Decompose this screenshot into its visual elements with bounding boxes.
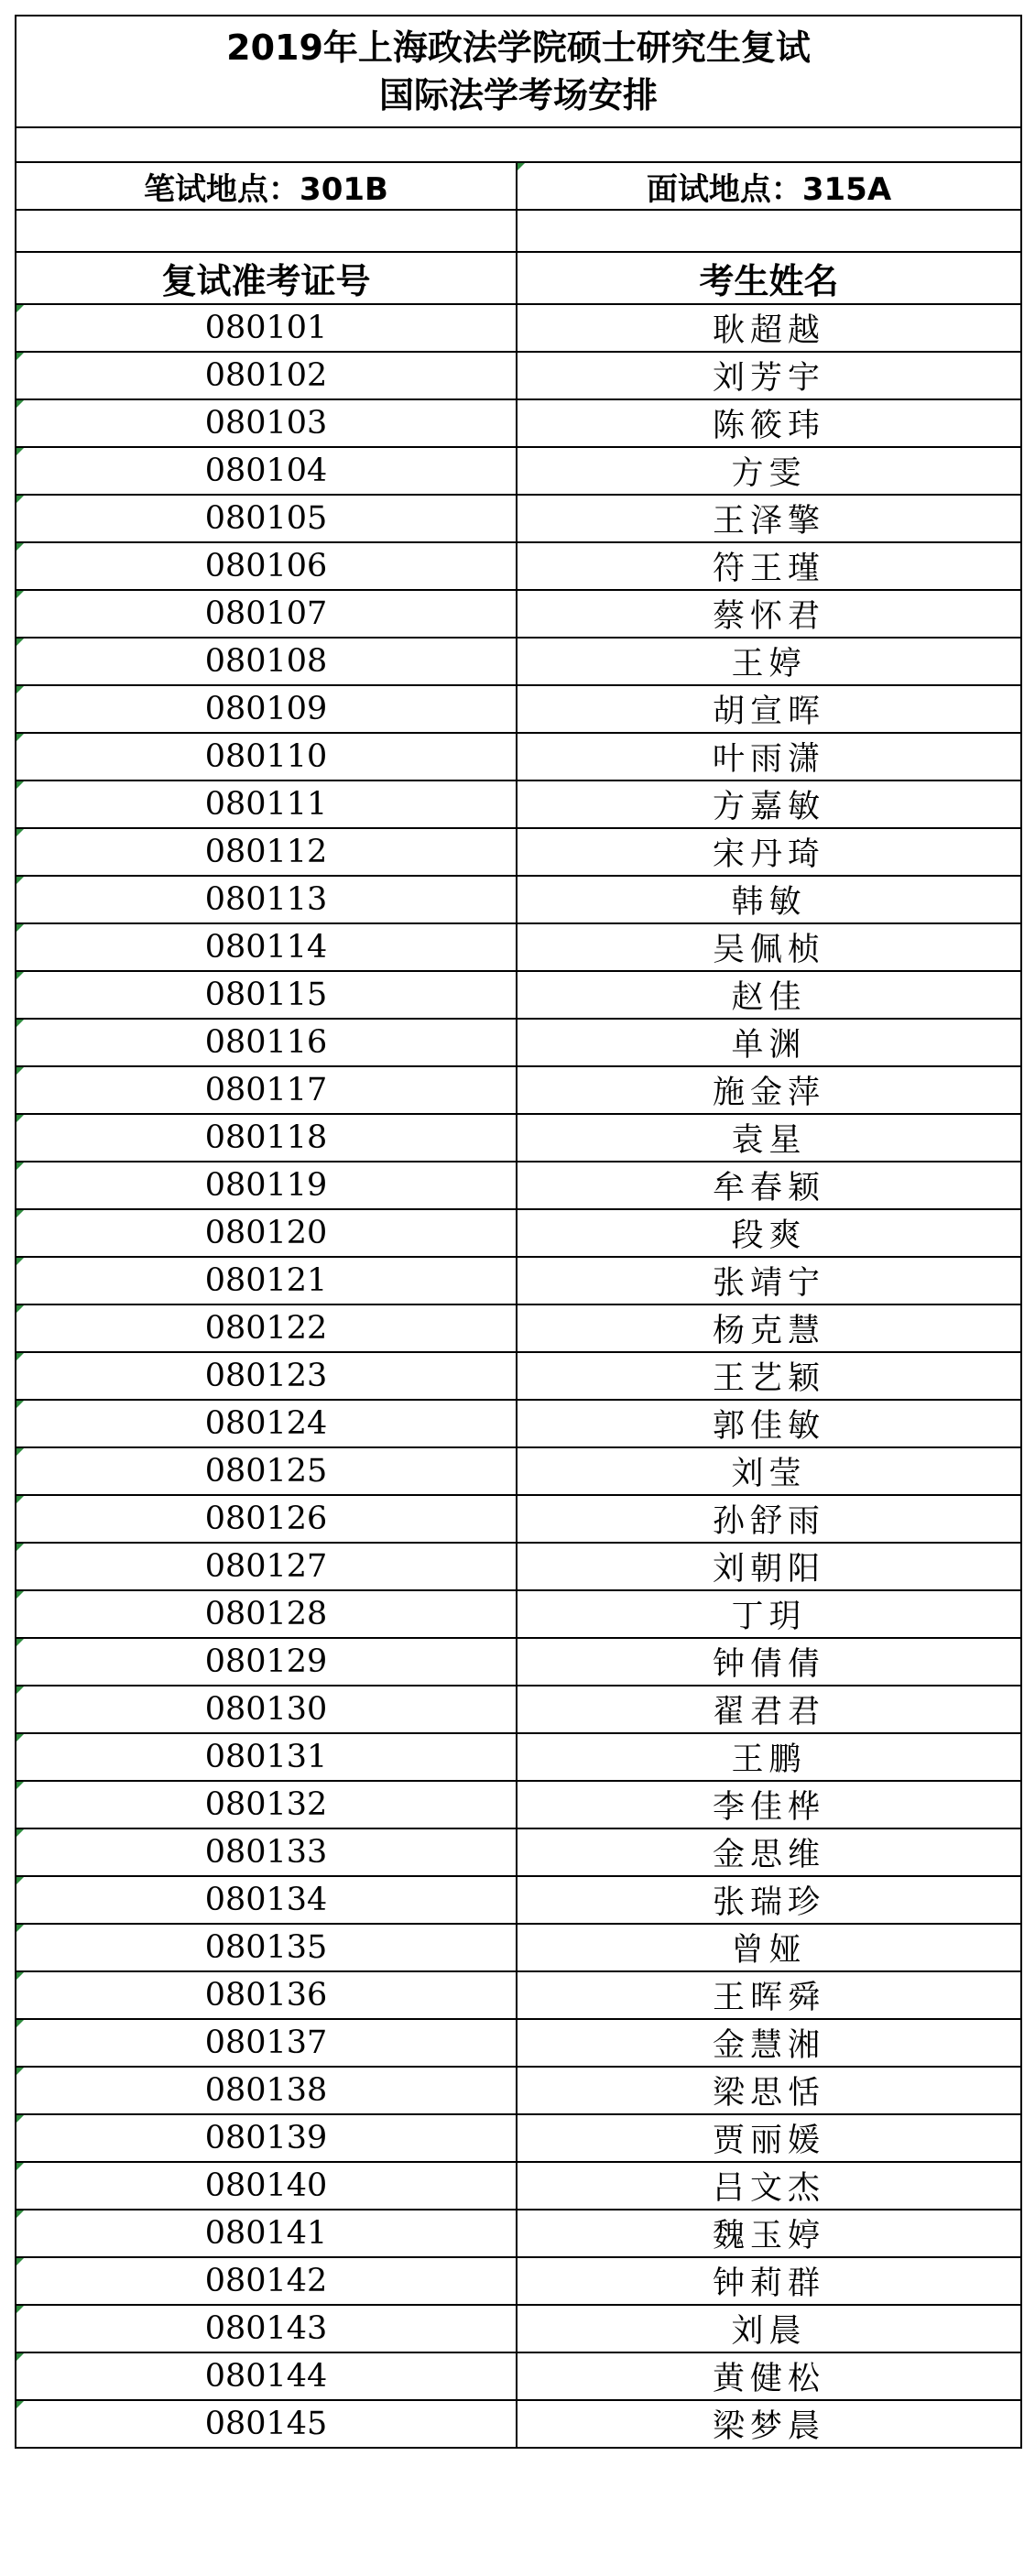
table-row — [16, 1495, 1021, 1543]
candidate-name: 王晖舜 — [713, 1980, 826, 2016]
candidate-name-cell[interactable] — [517, 1876, 1021, 1924]
candidate-name-cell[interactable] — [517, 399, 1021, 447]
candidate-name: 魏玉婷 — [713, 2218, 826, 2254]
cell-indicator-icon — [16, 639, 24, 646]
candidate-name: 牟春颖 — [713, 1170, 826, 1206]
table-row — [16, 2257, 1021, 2305]
exam-id-cell[interactable] — [16, 876, 517, 923]
exam-id-cell[interactable] — [16, 1590, 517, 1638]
candidate-name: 方嘉敏 — [713, 789, 826, 825]
exam-id: 080118 — [204, 1119, 328, 1156]
table-row — [16, 1828, 1021, 1876]
candidate-name-cell[interactable] — [517, 828, 1021, 876]
exam-id: 080128 — [204, 1596, 328, 1632]
exam-id-cell[interactable] — [16, 1066, 517, 1114]
candidate-name-cell[interactable] — [517, 352, 1021, 399]
table-row — [16, 1257, 1021, 1304]
exam-id: 080123 — [204, 1358, 328, 1394]
exam-id-cell[interactable] — [16, 2114, 517, 2162]
exam-id: 080124 — [204, 1405, 328, 1442]
exam-id: 080106 — [204, 548, 328, 584]
table-row — [16, 2400, 1021, 2448]
candidate-name: 刘芳宇 — [713, 360, 826, 397]
candidate-name-cell[interactable] — [517, 1733, 1021, 1781]
table-row — [16, 1971, 1021, 2019]
exam-id: 080112 — [204, 834, 328, 870]
table-row — [16, 685, 1021, 733]
title-line-2: 国际法学考场安排 — [379, 75, 659, 115]
blank-row — [16, 127, 1021, 162]
exam-id-cell[interactable] — [16, 1257, 517, 1304]
candidate-name-cell[interactable] — [517, 923, 1021, 971]
exam-id: 080120 — [204, 1215, 328, 1251]
candidate-name: 施金萍 — [713, 1075, 826, 1111]
candidate-name-cell[interactable] — [517, 1686, 1021, 1733]
candidate-name-cell[interactable] — [517, 2067, 1021, 2114]
table-row — [16, 447, 1021, 495]
table-row — [16, 1733, 1021, 1781]
exam-id-cell[interactable] — [16, 542, 517, 590]
exam-id: 080107 — [204, 595, 328, 632]
exam-id-cell[interactable] — [16, 1352, 517, 1400]
exam-id: 080110 — [204, 738, 328, 775]
exam-id: 080130 — [204, 1691, 328, 1728]
exam-id-cell[interactable] — [16, 1209, 517, 1257]
candidate-name-cell[interactable] — [517, 590, 1021, 638]
written-exam-location: 笔试地点：301B — [16, 162, 517, 210]
cell-indicator-icon — [16, 591, 24, 598]
exam-id: 080142 — [204, 2263, 328, 2299]
exam-id-cell[interactable] — [16, 304, 517, 352]
title-row — [16, 16, 1021, 127]
exam-id-cell[interactable] — [16, 1162, 517, 1209]
cell-indicator-icon — [16, 1734, 24, 1741]
exam-id-cell[interactable] — [16, 1400, 517, 1447]
candidate-name-cell[interactable] — [517, 1304, 1021, 1352]
candidate-name-cell[interactable] — [517, 685, 1021, 733]
exam-id: 080117 — [204, 1072, 328, 1108]
candidate-name: 刘莹 — [731, 1456, 807, 1492]
table-row — [16, 542, 1021, 590]
cell-indicator-icon — [16, 543, 24, 551]
exam-id: 080140 — [204, 2167, 328, 2204]
exam-id: 080145 — [204, 2406, 328, 2442]
exam-id-cell[interactable] — [16, 2067, 517, 2114]
cell-indicator-icon — [16, 1925, 24, 1932]
exam-id-cell[interactable] — [16, 1828, 517, 1876]
cell-indicator-icon — [16, 972, 24, 979]
candidate-name: 刘晨 — [731, 2313, 807, 2350]
blank-cell — [517, 210, 1021, 252]
exam-id-cell[interactable] — [16, 495, 517, 542]
cell-indicator-icon — [16, 1353, 24, 1360]
exam-id-cell[interactable] — [16, 1781, 517, 1828]
exam-id-cell[interactable] — [16, 2305, 517, 2352]
cell-indicator-icon — [16, 781, 24, 789]
exam-id: 080109 — [204, 691, 328, 727]
exam-id-cell[interactable] — [16, 1543, 517, 1590]
table-row — [16, 1638, 1021, 1686]
exam-id: 080108 — [204, 643, 328, 680]
candidate-name: 贾丽媛 — [713, 2123, 826, 2159]
table-row — [16, 1876, 1021, 1924]
exam-id: 080136 — [204, 1977, 328, 2014]
blank-row-2 — [16, 210, 1021, 252]
exam-id-cell[interactable] — [16, 2400, 517, 2448]
candidate-name: 胡宣晖 — [713, 693, 826, 730]
exam-id-cell[interactable] — [16, 1495, 517, 1543]
candidate-name: 王泽擎 — [713, 503, 826, 540]
title-line-1: 2019年上海政法学院硕士研究生复试 — [226, 27, 811, 68]
cell-indicator-icon — [16, 1401, 24, 1408]
exam-id: 080126 — [204, 1501, 328, 1537]
exam-id-cell[interactable] — [16, 1114, 517, 1162]
candidate-name: 钟莉群 — [713, 2265, 826, 2302]
interview-location-text: 面试地点：315A — [646, 170, 892, 208]
interview-location — [517, 162, 1021, 210]
exam-id: 080115 — [204, 977, 328, 1013]
table-row — [16, 495, 1021, 542]
table-row — [16, 638, 1021, 685]
exam-id: 080102 — [204, 357, 328, 394]
candidate-name-cell[interactable] — [517, 638, 1021, 685]
table-row — [16, 2162, 1021, 2210]
table-row — [16, 1686, 1021, 1733]
title-cell — [16, 16, 1021, 127]
cell-indicator-icon — [16, 1162, 24, 1170]
cell-indicator-icon — [16, 1258, 24, 1265]
exam-id-cell[interactable] — [16, 828, 517, 876]
table-row — [16, 2114, 1021, 2162]
table-row — [16, 1114, 1021, 1162]
candidate-name: 钟倩倩 — [713, 1646, 826, 1683]
candidate-name: 耿超越 — [713, 312, 826, 349]
table-row — [16, 2067, 1021, 2114]
cell-indicator-icon — [16, 1210, 24, 1217]
cell-indicator-icon — [16, 924, 24, 932]
candidate-name: 单渊 — [731, 1027, 807, 1064]
exam-id: 080135 — [204, 1929, 328, 1966]
candidate-name-cell[interactable] — [517, 2114, 1021, 2162]
candidate-name-cell[interactable] — [517, 1209, 1021, 1257]
exam-id: 080116 — [204, 1024, 328, 1061]
exam-id-cell[interactable] — [16, 352, 517, 399]
cell-indicator-icon — [16, 1686, 24, 1694]
cell-indicator-icon — [16, 1591, 24, 1599]
exam-id: 080132 — [204, 1786, 328, 1823]
exam-id-cell[interactable] — [16, 2162, 517, 2210]
table-row — [16, 971, 1021, 1019]
cell-indicator-icon — [16, 734, 24, 741]
candidate-name: 韩敏 — [731, 884, 807, 921]
table-row — [16, 2210, 1021, 2257]
exam-id-cell[interactable] — [16, 1304, 517, 1352]
candidate-name-cell[interactable] — [517, 1162, 1021, 1209]
cell-indicator-icon — [16, 2115, 24, 2123]
candidate-name: 张瑞珍 — [713, 1884, 826, 1921]
candidate-name: 刘朝阳 — [713, 1551, 826, 1588]
exam-id-cell[interactable] — [16, 733, 517, 780]
table-row — [16, 1447, 1021, 1495]
exam-id-cell[interactable] — [16, 638, 517, 685]
cell-indicator-icon — [16, 1305, 24, 1313]
cell-indicator-icon — [16, 2068, 24, 2075]
cell-indicator-icon — [16, 1544, 24, 1551]
exam-arrangement-table — [15, 15, 1022, 2449]
candidate-name-cell[interactable] — [517, 304, 1021, 352]
candidate-name-cell[interactable] — [517, 1543, 1021, 1590]
header-row — [16, 252, 1021, 304]
location-row — [16, 162, 1021, 210]
blank-cell — [16, 210, 517, 252]
exam-id: 080114 — [204, 929, 328, 966]
cell-indicator-icon — [16, 496, 24, 503]
cell-indicator-icon — [16, 2020, 24, 2027]
cell-indicator-icon — [518, 163, 525, 170]
cell-indicator-icon — [16, 1829, 24, 1837]
table-row — [16, 923, 1021, 971]
exam-id-cell[interactable] — [16, 399, 517, 447]
exam-id: 080133 — [204, 1834, 328, 1871]
cell-indicator-icon — [16, 1639, 24, 1646]
table-row — [16, 352, 1021, 399]
candidate-name: 黄健松 — [713, 2361, 826, 2397]
exam-id-cell[interactable] — [16, 2257, 517, 2305]
exam-id-cell[interactable] — [16, 1019, 517, 1066]
candidate-name-cell[interactable] — [517, 2400, 1021, 2448]
candidate-name-cell[interactable] — [517, 1400, 1021, 1447]
header-exam-id: 复试准考证号 — [16, 252, 517, 304]
candidate-name: 陈筱玮 — [713, 408, 826, 444]
cell-indicator-icon — [16, 686, 24, 693]
exam-id: 080139 — [204, 2120, 328, 2156]
exam-id-cell[interactable] — [16, 1733, 517, 1781]
exam-id: 080122 — [204, 1310, 328, 1347]
exam-id: 080103 — [204, 405, 328, 442]
exam-id-cell[interactable] — [16, 780, 517, 828]
cell-indicator-icon — [16, 829, 24, 836]
table-row — [16, 1781, 1021, 1828]
table-row — [16, 1400, 1021, 1447]
header-candidate-name: 考生姓名 — [517, 252, 1021, 304]
cell-indicator-icon — [16, 2353, 24, 2361]
table-row — [16, 876, 1021, 923]
candidate-name-cell[interactable] — [517, 1781, 1021, 1828]
candidate-name: 吴佩桢 — [713, 932, 826, 968]
exam-id-cell[interactable] — [16, 2019, 517, 2067]
candidate-name: 李佳桦 — [713, 1789, 826, 1826]
exam-id-cell[interactable] — [16, 1686, 517, 1733]
candidate-name-cell[interactable] — [517, 780, 1021, 828]
candidate-name: 梁思恬 — [713, 2075, 826, 2112]
candidate-name-cell[interactable] — [517, 1114, 1021, 1162]
exam-id-cell[interactable] — [16, 590, 517, 638]
table-row — [16, 304, 1021, 352]
exam-id: 080125 — [204, 1453, 328, 1490]
cell-indicator-icon — [16, 2401, 24, 2408]
cell-indicator-icon — [16, 1972, 24, 1980]
candidate-name: 吕文杰 — [713, 2170, 826, 2207]
table-row — [16, 1352, 1021, 1400]
candidate-name: 曾娅 — [731, 1932, 807, 1969]
candidate-name-cell[interactable] — [517, 1066, 1021, 1114]
table-row — [16, 1304, 1021, 1352]
cell-indicator-icon — [16, 1877, 24, 1884]
table-row — [16, 828, 1021, 876]
table-row — [16, 1543, 1021, 1590]
exam-id: 080111 — [204, 786, 328, 823]
candidate-name-cell[interactable] — [517, 1352, 1021, 1400]
candidate-name: 金思维 — [713, 1837, 826, 1873]
candidate-name-cell[interactable] — [517, 1257, 1021, 1304]
exam-id: 080137 — [204, 2025, 328, 2061]
candidate-name-cell[interactable] — [517, 1638, 1021, 1686]
blank-cell — [16, 127, 1021, 162]
cell-indicator-icon — [16, 2163, 24, 2170]
candidate-name-cell[interactable] — [517, 542, 1021, 590]
candidate-name-cell[interactable] — [517, 2019, 1021, 2067]
candidate-name-cell[interactable] — [517, 1590, 1021, 1638]
candidate-name: 赵佳 — [731, 979, 807, 1016]
candidate-name-cell[interactable] — [517, 1924, 1021, 1971]
candidate-name: 段爽 — [731, 1217, 807, 1254]
exam-id-cell[interactable] — [16, 2352, 517, 2400]
cell-indicator-icon — [16, 305, 24, 312]
exam-id-cell[interactable] — [16, 971, 517, 1019]
cell-indicator-icon — [16, 2306, 24, 2313]
candidate-name: 叶雨潇 — [713, 741, 826, 778]
table-row — [16, 1019, 1021, 1066]
cell-indicator-icon — [16, 2210, 24, 2218]
exam-id: 080121 — [204, 1262, 328, 1299]
exam-id-cell[interactable] — [16, 2210, 517, 2257]
candidate-name: 郭佳敏 — [713, 1408, 826, 1445]
cell-indicator-icon — [16, 1496, 24, 1503]
cell-indicator-icon — [16, 1067, 24, 1075]
table-row — [16, 1924, 1021, 1971]
candidate-name: 王艺颖 — [713, 1360, 826, 1397]
table-row — [16, 590, 1021, 638]
exam-id: 080127 — [204, 1548, 328, 1585]
candidate-name: 金慧湘 — [713, 2027, 826, 2064]
candidate-name: 孙舒雨 — [713, 1503, 826, 1540]
exam-id: 080104 — [204, 453, 328, 489]
candidate-name-cell[interactable] — [517, 2162, 1021, 2210]
exam-id-cell[interactable] — [16, 1638, 517, 1686]
exam-id: 080113 — [204, 881, 328, 918]
cell-indicator-icon — [16, 877, 24, 884]
candidate-name: 丁玥 — [731, 1599, 807, 1635]
candidate-name: 蔡怀君 — [713, 598, 826, 635]
table-row — [16, 1209, 1021, 1257]
candidate-name: 袁星 — [731, 1122, 807, 1159]
table-row — [16, 780, 1021, 828]
exam-id: 080143 — [204, 2310, 328, 2347]
cell-indicator-icon — [16, 448, 24, 455]
candidate-name: 杨克慧 — [713, 1313, 826, 1349]
exam-id: 080129 — [204, 1643, 328, 1680]
cell-indicator-icon — [16, 353, 24, 360]
candidate-name: 方雯 — [731, 455, 807, 492]
cell-indicator-icon — [16, 1448, 24, 1456]
candidate-name-cell[interactable] — [517, 2210, 1021, 2257]
table-row — [16, 1066, 1021, 1114]
exam-id: 080105 — [204, 500, 328, 537]
table-row — [16, 2305, 1021, 2352]
candidate-name-cell[interactable] — [517, 876, 1021, 923]
candidate-name-cell[interactable] — [517, 2257, 1021, 2305]
exam-id: 080101 — [204, 310, 328, 346]
exam-id: 080131 — [204, 1739, 328, 1775]
exam-id-cell[interactable] — [16, 923, 517, 971]
candidate-name: 梁梦晨 — [713, 2408, 826, 2445]
cell-indicator-icon — [16, 1020, 24, 1027]
cell-indicator-icon — [16, 1782, 24, 1789]
exam-id-cell[interactable] — [16, 1447, 517, 1495]
exam-id: 080141 — [204, 2215, 328, 2252]
exam-id-cell[interactable] — [16, 1876, 517, 1924]
table-row — [16, 1162, 1021, 1209]
candidate-name: 翟君君 — [713, 1694, 826, 1730]
exam-id-cell[interactable] — [16, 685, 517, 733]
table-row — [16, 2019, 1021, 2067]
exam-id: 080119 — [204, 1167, 328, 1204]
candidate-name-cell[interactable] — [517, 1019, 1021, 1066]
table-row — [16, 1590, 1021, 1638]
candidate-name-cell[interactable] — [517, 1971, 1021, 2019]
candidate-name-cell[interactable] — [517, 971, 1021, 1019]
candidate-name-cell[interactable] — [517, 1447, 1021, 1495]
candidate-name: 符王瑾 — [713, 551, 826, 587]
candidate-name-cell[interactable] — [517, 2305, 1021, 2352]
exam-id: 080138 — [204, 2072, 328, 2109]
candidate-name-cell[interactable] — [517, 1495, 1021, 1543]
candidate-name-cell[interactable] — [517, 2352, 1021, 2400]
exam-id: 080134 — [204, 1882, 328, 1918]
candidate-name: 王婷 — [731, 646, 807, 682]
candidate-name-cell[interactable] — [517, 447, 1021, 495]
candidate-name: 张靖宁 — [713, 1265, 826, 1302]
exam-id: 080144 — [204, 2358, 328, 2395]
candidate-name-cell[interactable] — [517, 1828, 1021, 1876]
table-row — [16, 399, 1021, 447]
candidate-name-cell[interactable] — [517, 495, 1021, 542]
candidate-name-cell[interactable] — [517, 733, 1021, 780]
exam-id-cell[interactable] — [16, 1971, 517, 2019]
candidate-name: 王鹏 — [731, 1741, 807, 1778]
cell-indicator-icon — [16, 2258, 24, 2265]
cell-indicator-icon — [16, 1115, 24, 1122]
candidate-name: 宋丹琦 — [713, 836, 826, 873]
cell-indicator-icon — [16, 400, 24, 408]
exam-id-cell[interactable] — [16, 447, 517, 495]
table-row — [16, 733, 1021, 780]
table-row — [16, 2352, 1021, 2400]
exam-id-cell[interactable] — [16, 1924, 517, 1971]
